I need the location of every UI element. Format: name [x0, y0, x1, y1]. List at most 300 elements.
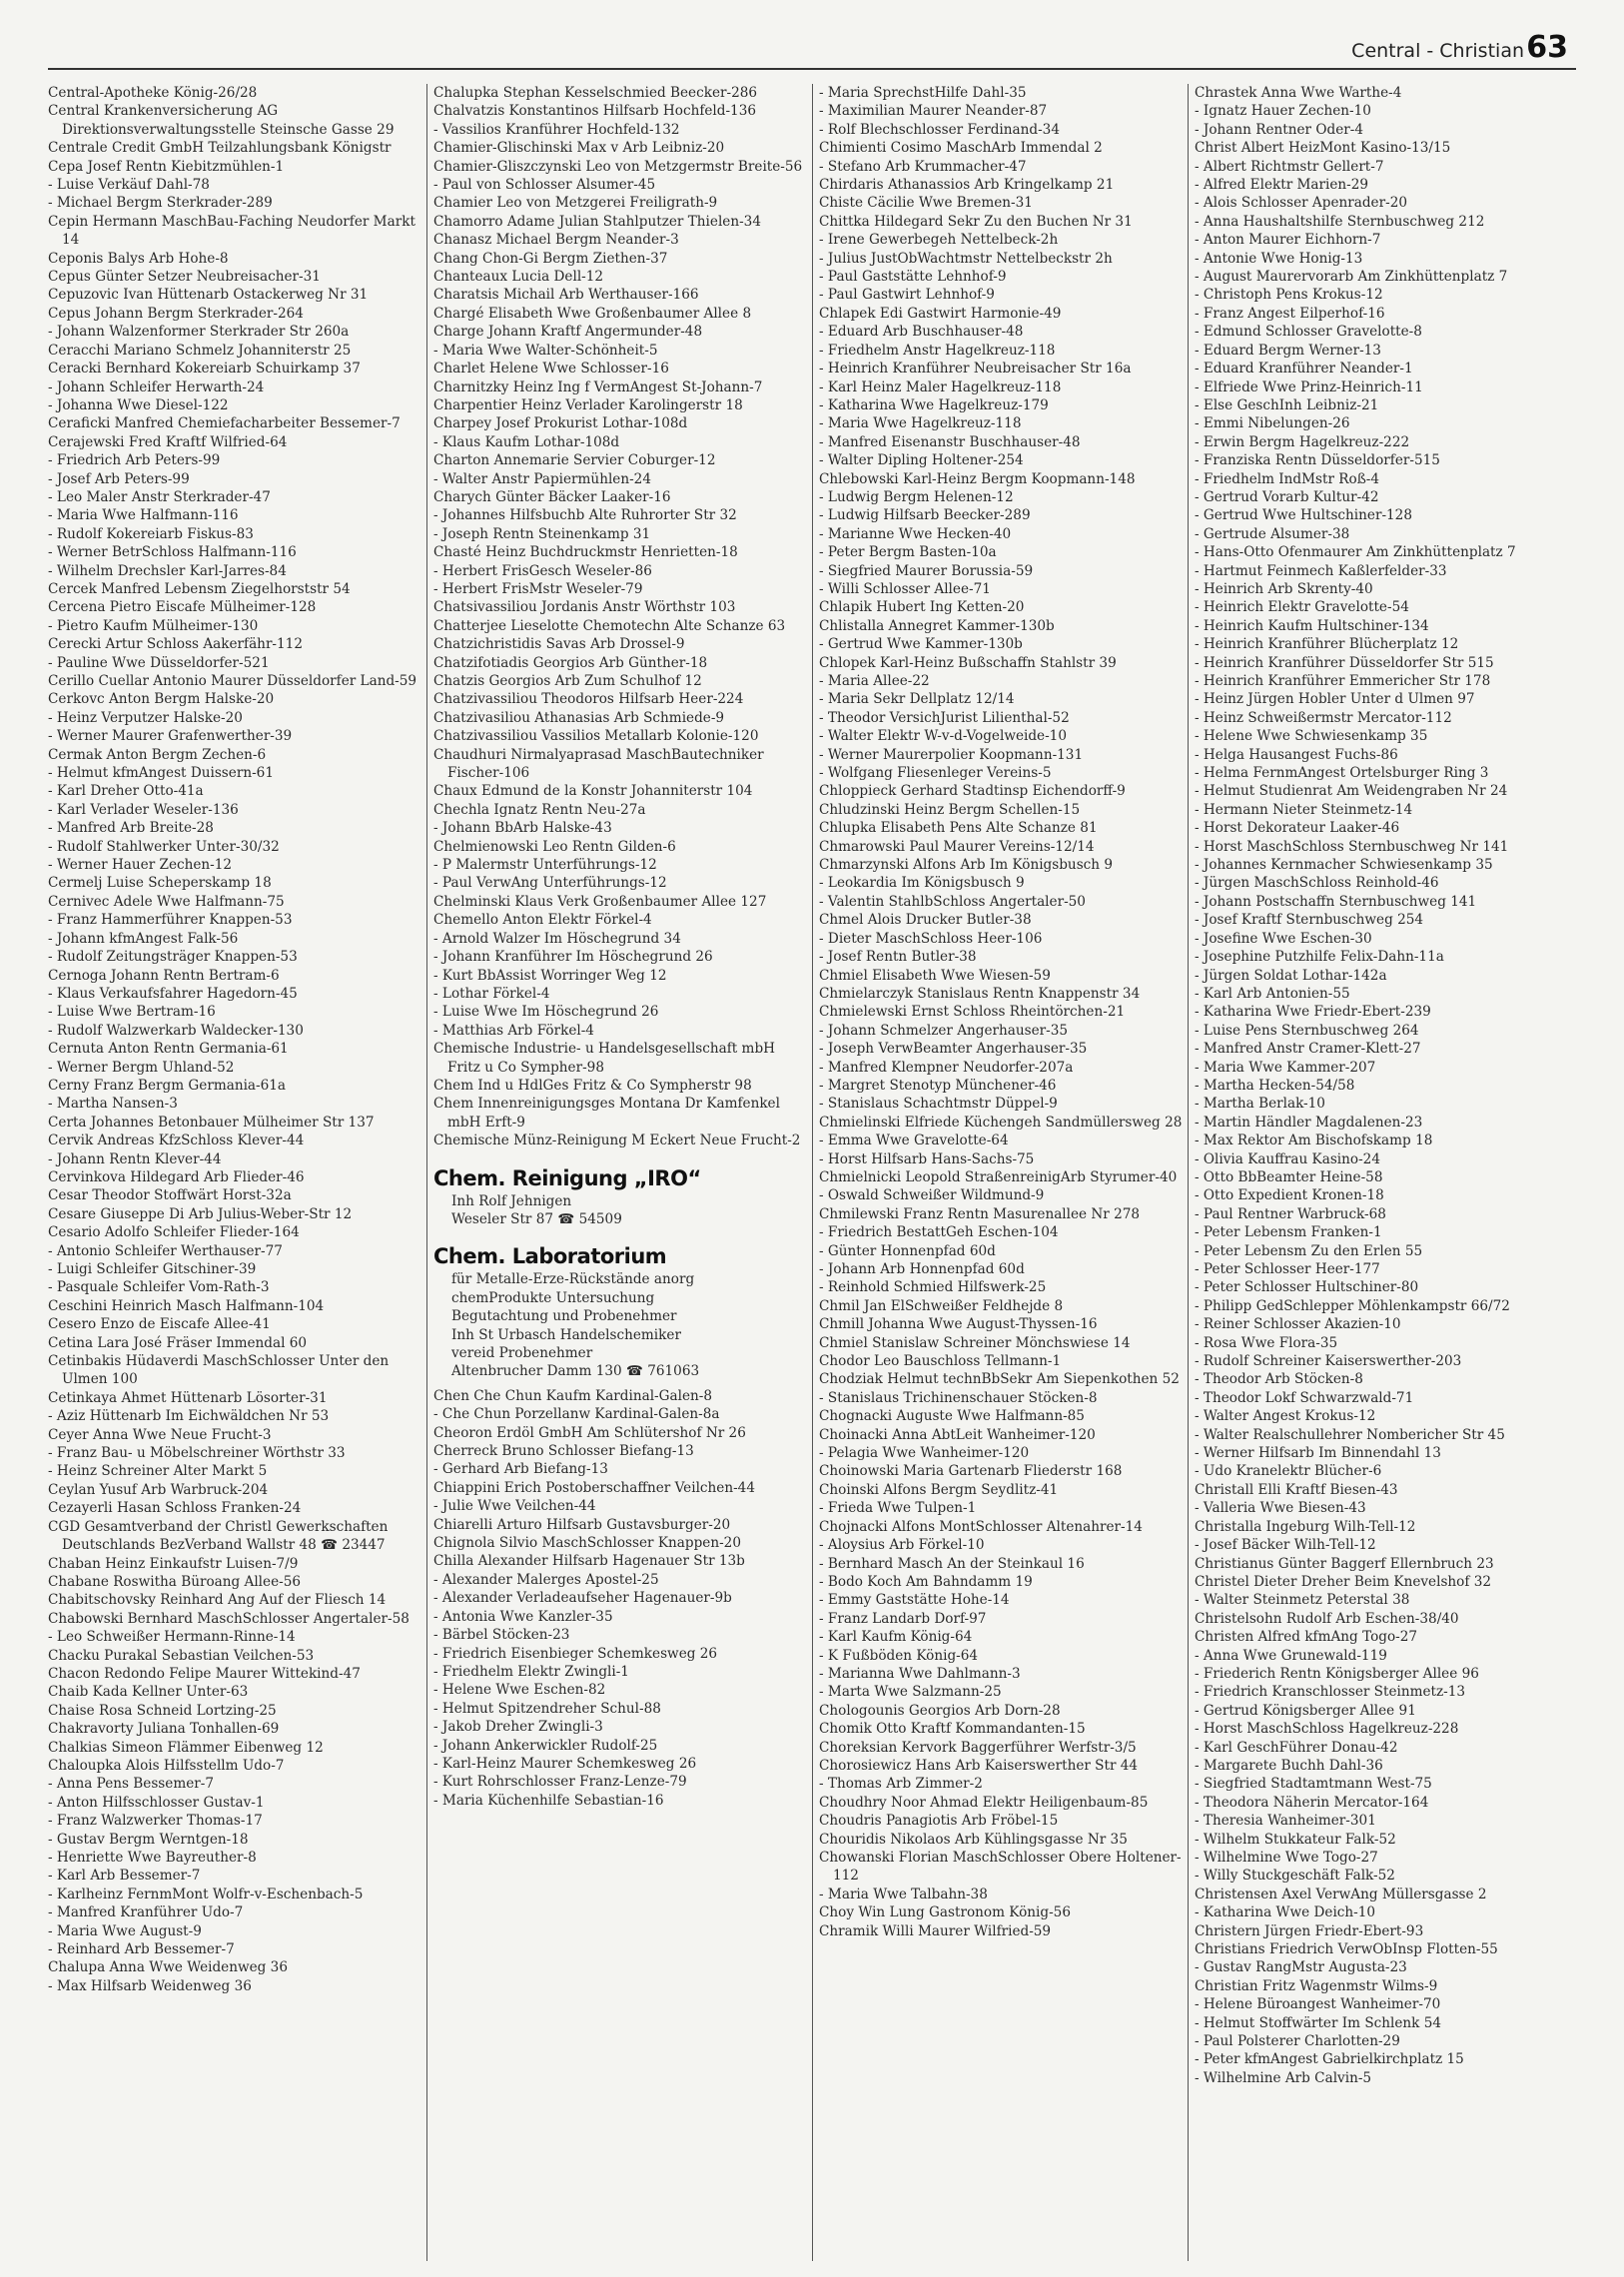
directory-entry: - Peter kfmAngest Gabrielkirchplatz 15: [1195, 2051, 1464, 2068]
directory-entry: - Josephine Putzhilfe Felix-Dahn-11a: [1195, 949, 1444, 966]
directory-entry: - Luigi Schleifer Gitschiner-39: [48, 1261, 257, 1277]
directory-entry: - Heinz Schweißermstr Mercator-112: [1195, 709, 1452, 726]
directory-entry: - Maria Wwe Walter-Schönheit-5: [433, 342, 658, 359]
directory-entry: - Johann Walzenformer Sterkrader Str 260a: [48, 324, 350, 341]
directory-entry: Chatzifotiadis Georgios Arb Günther-18: [433, 654, 708, 671]
directory-entry: CGD Gesamtverband der Christl Gewerkschaften Deutschlands BezVerband Wallstr 48 ☎ 23447: [48, 1518, 389, 1554]
directory-entry: - Theodor VersichJurist Lilienthal-52: [819, 709, 1070, 726]
directory-entry: Charpentier Heinz Verlader Karolingerstr 18: [433, 396, 743, 413]
directory-entry: Certa Johannes Betonbauer Mülheimer Str 137: [48, 1114, 375, 1131]
ad-line: Weseler Str 87 ☎ 54509: [451, 1210, 622, 1227]
directory-entry: - Rudolf Stahlwerker Unter-30/32: [48, 838, 280, 855]
directory-entry: Chacku Purakal Sebastian Veilchen-53: [48, 1647, 315, 1664]
directory-entry: - Johann kfmAngest Falk-56: [48, 930, 239, 947]
directory-entry: Chmel Alois Drucker Butler-38: [819, 912, 1032, 929]
directory-entry: - Reinhard Arb Bessemer-7: [48, 1941, 235, 1958]
directory-entry: - Udo Kranelektr Blücher-6: [1195, 1463, 1382, 1480]
directory-entry: - Horst Dekorateur Laaker-46: [1195, 820, 1400, 837]
directory-entry: Choinacki Anna AbtLeit Wanheimer-120: [819, 1426, 1096, 1443]
directory-entry: Cervik Andreas KfzSchloss Klever-44: [48, 1133, 305, 1149]
directory-entry: - Werner Bergm Uhland-52: [48, 1059, 235, 1076]
directory-entry: - Alfred Elektr Marien-29: [1195, 177, 1369, 194]
directory-entry: - Heinrich Kranführer Düsseldorfer Str 515: [1195, 654, 1494, 671]
directory-entry: Cernivec Adele Wwe Halfmann-75: [48, 893, 285, 910]
directory-entry: Christian Fritz Wagenmstr Wilms-9: [1195, 1977, 1438, 1994]
directory-entry: - Helene Wwe Schwiesenkamp 35: [1195, 728, 1428, 745]
directory-entry: Chmarowski Paul Maurer Vereins-12/14: [819, 838, 1095, 855]
directory-entry: - Karl-Heinz Maurer Schemkesweg 26: [433, 1755, 697, 1772]
directory-entry: - K Fußböden König-64: [819, 1647, 979, 1664]
directory-entry: Chramik Willi Maurer Wilfried-59: [819, 1922, 1052, 1939]
directory-entry: - Theodora Näherin Mercator-164: [1195, 1794, 1429, 1811]
directory-entry: - Martin Händler Magdalenen-23: [1195, 1114, 1423, 1131]
ad-line: Inh Rolf Jehnigen: [451, 1192, 572, 1209]
directory-entry: Chlebowski Karl-Heinz Bergm Koopmann-148: [819, 470, 1136, 487]
directory-entry: Ceyer Anna Wwe Neue Frucht-3: [48, 1426, 272, 1443]
directory-entry: - Aloysius Arb Förkel-10: [819, 1537, 985, 1554]
directory-entry: - Rudolf Schreiner Kaiserswerther-203: [1195, 1353, 1462, 1370]
directory-entry: - Margarete Buchh Dahl-36: [1195, 1757, 1383, 1774]
directory-entry: - Josefine Wwe Eschen-30: [1195, 930, 1372, 947]
directory-entry: - Willi Schlosser Allee-71: [819, 580, 991, 597]
directory-entry: Charlet Helene Wwe Schlosser-16: [433, 361, 669, 378]
directory-entry: - Valentin StahlbSchloss Angertaler-50: [819, 893, 1086, 910]
directory-entry: Chelminski Klaus Verk Großenbaumer Allee 127: [433, 893, 767, 910]
directory-entry: Cetinkaya Ahmet Hüttenarb Lösorter-31: [48, 1389, 328, 1406]
column-2: [433, 84, 805, 2261]
directory-entry: - Josef Arb Peters-99: [48, 470, 190, 487]
directory-entry: - Elfriede Wwe Prinz-Heinrich-11: [1195, 379, 1423, 395]
directory-entry: - Oswald Schweißer Wildmund-9: [819, 1187, 1045, 1204]
directory-entry: - Paul von Schlosser Alsumer-45: [433, 177, 656, 194]
directory-entry: - Walter Steinmetz Peterstal 38: [1195, 1592, 1410, 1609]
directory-entry: - Bärbel Stöcken-23: [433, 1627, 570, 1644]
column-divider: [426, 84, 427, 2261]
directory-entry: Charpey Josef Prokurist Lothar-108d: [433, 415, 688, 432]
directory-entry: - Helene Büroangest Wanheimer-70: [1195, 1996, 1441, 2013]
directory-entry: - Heinz Jürgen Hobler Unter d Ulmen 97: [1195, 691, 1475, 708]
directory-entry: - Horst MaschSchloss Sternbuschweg Nr 141: [1195, 838, 1509, 855]
directory-entry: - Franziska Rentn Düsseldorfer-515: [1195, 452, 1440, 469]
directory-columns: [48, 84, 1576, 2261]
directory-entry: Cesario Adolfo Schleifer Flieder-164: [48, 1224, 300, 1241]
directory-entry: - Helene Wwe Eschen-82: [433, 1682, 606, 1699]
directory-entry: Choinski Alfons Bergm Seydlitz-41: [819, 1481, 1059, 1498]
directory-entry: - Heinrich Kranführer Emmericher Str 178: [1195, 673, 1491, 689]
directory-entry: - Anna Wwe Grunewald-119: [1195, 1647, 1387, 1664]
directory-entry: Chamier-Gliszczynski Leo von Metzgermstr Breite-56: [433, 158, 803, 175]
directory-entry: Ceraficki Manfred Chemiefacharbeiter Bessemer-7: [48, 415, 401, 432]
directory-entry: Chatzichristidis Savas Arb Drossel-9: [433, 636, 685, 653]
directory-entry: - Che Chun Porzellanw Kardinal-Galen-8a: [433, 1406, 720, 1423]
directory-entry: - Emmi Nibelungen-26: [1195, 415, 1350, 432]
directory-entry: - Manfred Klempner Neudorfer-207a: [819, 1059, 1074, 1076]
directory-entry: Chodor Leo Bauschloss Tellmann-1: [819, 1353, 1062, 1370]
directory-entry: - Friedhelm IndMstr Roß-4: [1195, 470, 1380, 487]
directory-entry: Chmielewski Ernst Schloss Rheintörchen-21: [819, 1004, 1126, 1021]
directory-entry: Christen Alfred kfmAng Togo-27: [1195, 1629, 1418, 1646]
directory-entry: - Ignatz Hauer Zechen-10: [1195, 103, 1371, 120]
directory-entry: Charych Günter Bäcker Laaker-16: [433, 488, 671, 505]
directory-entry: - Gerhard Arb Biefang-13: [433, 1461, 608, 1478]
directory-entry: Chaloupka Alois Hilfsstellm Udo-7: [48, 1757, 285, 1774]
directory-entry: Chatzis Georgios Arb Zum Schulhof 12: [433, 673, 702, 689]
advertisement: [433, 1164, 805, 1229]
directory-entry: Chaise Rosa Schneid Lortzing-25: [48, 1702, 277, 1719]
directory-entry: - Ludwig Hilfsarb Beecker-289: [819, 507, 1031, 524]
directory-entry: Cezayerli Hasan Schloss Franken-24: [48, 1500, 302, 1517]
directory-entry: Cesare Giuseppe Di Arb Julius-Weber-Str 12: [48, 1205, 353, 1222]
ad-title: Chem. Reinigung „IRO“: [433, 1165, 701, 1190]
directory-entry: Chrastek Anna Wwe Warthe-4: [1195, 85, 1402, 101]
directory-entry: - Paul VerwAng Unterführungs-12: [433, 875, 667, 892]
directory-entry: Chasté Heinz Buchdruckmstr Henrietten-18: [433, 544, 738, 561]
directory-entry: - Friedrich Arb Peters-99: [48, 452, 221, 469]
directory-entry: - Maria Wwe Kammer-207: [1195, 1059, 1376, 1076]
directory-entry: - Johannes Hilfsbuchb Alte Ruhrorter Str 32: [433, 507, 737, 524]
directory-entry: - Heinrich Kranführer Neubreisacher Str 16a: [819, 361, 1132, 378]
directory-entry: - Franz Landarb Dorf-97: [819, 1610, 987, 1627]
directory-entry: Choudris Panagiotis Arb Fröbel-15: [819, 1813, 1059, 1830]
directory-entry: Chacon Redondo Felipe Maurer Wittekind-47: [48, 1665, 361, 1682]
directory-entry: - Eduard Kranführer Neander-1: [1195, 361, 1413, 378]
directory-entry: - Karl Heinz Maler Hagelkreuz-118: [819, 379, 1062, 395]
directory-entry: - Werner Hilfsarb Im Binnendahl 13: [1195, 1445, 1441, 1462]
column-divider: [812, 84, 813, 2261]
directory-entry: - Michael Bergm Sterkrader-289: [48, 195, 273, 212]
directory-entry: Chittka Hildegard Sekr Zu den Buchen Nr 31: [819, 213, 1133, 230]
directory-entry: Christel Dieter Dreher Beim Knevelshof 32: [1195, 1573, 1492, 1590]
directory-entry: Chargé Elisabeth Wwe Großenbaumer Allee 8: [433, 305, 752, 322]
directory-entry: Chabowski Bernhard MaschSchlosser Angertaler-58: [48, 1610, 409, 1627]
directory-entry: - Otto BbBeamter Heine-58: [1195, 1168, 1383, 1185]
directory-entry: Chlopek Karl-Heinz Bußschaffn Stahlstr 39: [819, 654, 1117, 671]
directory-entry: Christianus Günter Baggerf Ellernbruch 23: [1195, 1555, 1494, 1572]
directory-entry: - Karl Dreher Otto-41a: [48, 783, 204, 800]
directory-entry: Chaux Edmund de la Konstr Johanniterstr 104: [433, 783, 753, 800]
directory-entry: Charnitzky Heinz Ing f VermAngest St-Johann-7: [433, 379, 763, 395]
directory-entry: - Alois Schlosser Apenrader-20: [1195, 195, 1407, 212]
directory-entry: - Manfred Anstr Cramer-Klett-27: [1195, 1041, 1421, 1058]
directory-entry: Chmiel Elisabeth Wwe Wiesen-59: [819, 967, 1051, 984]
directory-entry: Chirdaris Athanassios Arb Kringelkamp 21: [819, 177, 1115, 194]
directory-entry: - Werner Hauer Zechen-12: [48, 857, 233, 874]
directory-entry: Chechla Ignatz Rentn Neu-27a: [433, 801, 646, 818]
directory-entry: - Johannes Kernmacher Schwiesenkamp 35: [1195, 857, 1493, 874]
directory-entry: - Stanislaus Trichinenschauer Stöcken-8: [819, 1389, 1098, 1406]
directory-entry: Chem Innenreinigungsges Montana Dr Kamfenkel mbH Erft-9: [433, 1096, 780, 1131]
directory-entry: - Max Hilfsarb Weidenweg 36: [48, 1977, 252, 1994]
ad-line: Altenbrucher Damm 130 ☎ 761063: [451, 1363, 700, 1380]
directory-entry: - Walter Anstr Papiermühlen-24: [433, 470, 651, 487]
directory-entry: - Stanislaus Schachtmstr Düppel-9: [819, 1096, 1058, 1113]
directory-entry: - Alexander Verladeaufseher Hagenauer-9b: [433, 1590, 732, 1607]
directory-entry: Chamier-Glischinski Max v Arb Leibniz-20: [433, 140, 725, 157]
directory-entry: - Gertrud Vorarb Kultur-42: [1195, 488, 1379, 505]
directory-entry: - Heinrich Kranführer Blücherplatz 12: [1195, 636, 1459, 653]
directory-entry: - Helmut Studienrat Am Weidengraben Nr 24: [1195, 783, 1508, 800]
directory-entry: Cepus Günter Setzer Neubreisacher-31: [48, 269, 321, 286]
directory-entry: Christelsohn Rudolf Arb Eschen-38/40: [1195, 1610, 1459, 1627]
column-divider: [1188, 84, 1189, 2261]
directory-entry: - Theodor Lokf Schwarzwald-71: [1195, 1389, 1414, 1406]
directory-entry: - Karl Arb Antonien-55: [1195, 985, 1350, 1002]
directory-entry: Chmielarczyk Stanislaus Rentn Knappenstr 34: [819, 985, 1141, 1002]
directory-entry: - Theresia Wanheimer-301: [1195, 1813, 1376, 1830]
directory-entry: - Otto Expedient Kronen-18: [1195, 1187, 1384, 1204]
directory-entry: - Antonia Wwe Kanzler-35: [433, 1608, 613, 1625]
directory-entry: Cesero Enzo de Eiscafe Allee-41: [48, 1316, 271, 1333]
directory-entry: Chologounis Georgios Arb Dorn-28: [819, 1702, 1061, 1719]
directory-entry: - Bernhard Masch An der Steinkaul 16: [819, 1555, 1085, 1572]
directory-entry: Chmilewski Franz Rentn Masurenallee Nr 278: [819, 1205, 1141, 1222]
directory-entry: Cercena Pietro Eiscafe Mülheimer-128: [48, 599, 317, 616]
directory-entry: Chalvatzis Konstantinos Hilfsarb Hochfeld-136: [433, 103, 756, 120]
directory-entry: Chatzivassiliou Vassilios Metallarb Kolonie-120: [433, 728, 759, 745]
directory-entry: Chalkias Simeon Flämmer Eibenweg 12: [48, 1739, 324, 1756]
directory-entry: Chmiel Stanislaw Schreiner Mönchswiese 14: [819, 1334, 1131, 1351]
directory-entry: Ceracki Bernhard Kokereiarb Schuirkamp 37: [48, 361, 361, 378]
directory-entry: - Rudolf Zeitungsträger Knappen-53: [48, 949, 298, 966]
column-1: [48, 84, 419, 2261]
directory-entry: Cepuzovic Ivan Hüttenarb Ostackerweg Nr 31: [48, 287, 369, 304]
directory-entry: - Hartmut Feinmech Kaßlerfelder-33: [1195, 562, 1447, 579]
directory-entry: - Aziz Hüttenarb Im Eichwäldchen Nr 53: [48, 1408, 330, 1425]
directory-entry: - Karlheinz FernmMont Wolfr-v-Eschenbach-5: [48, 1886, 364, 1902]
directory-entry: Christ Albert HeizMont Kasino-13/15: [1195, 140, 1451, 157]
directory-entry: - Wilhelmine Wwe Togo-27: [1195, 1850, 1378, 1866]
directory-entry: Chmill Johanna Wwe August-Thyssen-16: [819, 1316, 1098, 1333]
directory-entry: - Luise Wwe Bertram-16: [48, 1004, 216, 1021]
directory-entry: Chalupa Anna Wwe Weidenweg 36: [48, 1959, 288, 1976]
directory-entry: Chelmienowski Leo Rentn Gilden-6: [433, 838, 676, 855]
directory-entry: - Luise Verkäuf Dahl-78: [48, 177, 210, 194]
directory-entry: - Peter Schlosser Heer-177: [1195, 1261, 1380, 1277]
directory-entry: - Reinhold Schmied Hilfswerk-25: [819, 1279, 1047, 1296]
directory-entry: Chmil Jan ElSchweißer Feldhejde 8: [819, 1297, 1064, 1314]
ad-line: chemProdukte Untersuchung: [451, 1289, 655, 1306]
directory-entry: Chang Chon-Gi Bergm Ziethen-37: [433, 250, 668, 267]
directory-entry: - Johanna Wwe Diesel-122: [48, 396, 229, 413]
directory-entry: Cernuta Anton Rentn Germania-61: [48, 1041, 289, 1058]
directory-entry: Chem Ind u HdlGes Fritz & Co Sympherstr 98: [433, 1077, 752, 1094]
directory-entry: - Heinrich Elektr Gravelotte-54: [1195, 599, 1409, 616]
directory-entry: - Johann Kranführer Im Höschegrund 26: [433, 949, 713, 966]
advertisement: [433, 1242, 805, 1380]
directory-entry: Ceylan Yusuf Arb Warbruck-204: [48, 1481, 269, 1498]
directory-entry: - Helma FernmAngest Ortelsburger Ring 3: [1195, 765, 1489, 782]
directory-entry: Cerny Franz Bergm Germania-61a: [48, 1077, 287, 1094]
directory-entry: - Frieda Wwe Tulpen-1: [819, 1500, 977, 1517]
directory-entry: Chojnacki Alfons MontSchlosser Altenahrer-14: [819, 1518, 1143, 1535]
directory-entry: - Heinrich Arb Skrenty-40: [1195, 580, 1373, 597]
directory-entry: Chemische Industrie- u Handelsgesellschaft mbH Fritz u Co Sympher-98: [433, 1041, 776, 1076]
directory-entry: - Margret Stenotyp Münchener-46: [819, 1077, 1057, 1094]
directory-entry: - Wilhelmine Arb Calvin-5: [1195, 2069, 1372, 2086]
directory-entry: - Herbert FrisMstr Weseler-79: [433, 580, 643, 597]
directory-entry: - Antonie Wwe Honig-13: [1195, 250, 1363, 267]
directory-entry: - Henriette Wwe Bayreuther-8: [48, 1850, 257, 1866]
directory-entry: - Irene Gewerbegeh Nettelbeck-2h: [819, 232, 1059, 249]
directory-entry: - Hermann Nieter Steinmetz-14: [1195, 801, 1413, 818]
directory-entry: Chaib Kada Kellner Unter-63: [48, 1684, 249, 1701]
directory-entry: - Manfred Kranführer Udo-7: [48, 1904, 244, 1921]
directory-entry: Chaban Heinz Einkaufstr Luisen-7/9: [48, 1555, 299, 1572]
ad-line: für Metalle-Erze-Rückstände anorg: [451, 1271, 695, 1288]
directory-entry: - Luise Pens Sternbuschweg 264: [1195, 1022, 1419, 1039]
directory-entry: - Anna Pens Bessemer-7: [48, 1776, 215, 1793]
directory-entry: - Maria Sekr Dellplatz 12/14: [819, 691, 1015, 708]
directory-entry: - Maximilian Maurer Neander-87: [819, 103, 1048, 120]
page-header: [0, 30, 1624, 70]
directory-entry: - Theodor Arb Stöcken-8: [1195, 1371, 1363, 1388]
directory-entry: - Leokardia Im Königsbusch 9: [819, 875, 1025, 892]
directory-entry: - Klaus Kaufm Lothar-108d: [433, 433, 620, 450]
directory-entry: Ceracchi Mariano Schmelz Johanniterstr 25: [48, 342, 352, 359]
directory-entry: Christern Jürgen Friedr-Ebert-93: [1195, 1922, 1424, 1939]
directory-entry: - Kurt Rohrschlosser Franz-Lenze-79: [433, 1774, 687, 1791]
directory-entry: Cetina Lara José Fräser Immendal 60: [48, 1334, 308, 1351]
directory-entry: - Siegfried Stadtamtmann West-75: [1195, 1776, 1432, 1793]
directory-entry: - Werner Maurerpolier Koopmann-131: [819, 746, 1084, 763]
directory-entry: Chognacki Auguste Wwe Halfmann-85: [819, 1408, 1085, 1425]
directory-entry: - Klaus Verkaufsfahrer Hagedorn-45: [48, 985, 298, 1002]
directory-entry: - Kurt BbAssist Worringer Weg 12: [433, 967, 667, 984]
directory-entry: Cepa Josef Rentn Kiebitzmühlen-1: [48, 158, 285, 175]
directory-entry: - Werner Maurer Grafenwerther-39: [48, 728, 293, 745]
directory-entry: - Pelagia Wwe Wanheimer-120: [819, 1445, 1030, 1462]
directory-entry: - Philipp GedSchlepper Möhlenkampstr 66/72: [1195, 1297, 1510, 1314]
directory-entry: - Wilhelm Stukkateur Falk-52: [1195, 1831, 1396, 1848]
directory-entry: - Maria Allee-22: [819, 673, 930, 689]
directory-entry: - Alexander Malerges Apostel-25: [433, 1571, 659, 1588]
directory-entry: Ceponis Balys Arb Hohe-8: [48, 250, 229, 267]
directory-entry: - Johann Schmelzer Angerhauser-35: [819, 1022, 1069, 1039]
directory-entry: - Johann Rentn Klever-44: [48, 1150, 222, 1167]
directory-entry: - Marta Wwe Salzmann-25: [819, 1684, 1002, 1701]
directory-entry: Christians Friedrich VerwObInsp Flotten-55: [1195, 1941, 1498, 1958]
directory-entry: - Horst Hilfsarb Hans-Sachs-75: [819, 1150, 1035, 1167]
directory-entry: - Friedrich BestattGeh Eschen-104: [819, 1224, 1059, 1241]
ad-line: Inh St Urbasch Handelschemiker: [451, 1326, 681, 1343]
directory-entry: - Johann Arb Honnenpfad 60d: [819, 1261, 1025, 1277]
directory-entry: - Johann Ankerwickler Rudolf-25: [433, 1737, 658, 1754]
directory-entry: - Peter Lebensm Franken-1: [1195, 1224, 1382, 1241]
directory-entry: - Julius JustObWachtmstr Nettelbeckstr 2h: [819, 250, 1113, 267]
directory-entry: - Gertrud Königsberger Allee 91: [1195, 1702, 1416, 1719]
directory-entry: - Anna Haushaltshilfe Sternbuschweg 212: [1195, 213, 1485, 230]
directory-entry: - Franz Hammerführer Knappen-53: [48, 912, 293, 929]
directory-entry: - Johann Postschaffn Sternbuschweg 141: [1195, 893, 1477, 910]
directory-entry: - Martha Nansen-3: [48, 1096, 178, 1113]
directory-entry: Centrale Credit GmbH Teilzahlungsbank Königstr: [48, 140, 392, 157]
directory-entry: - Hans-Otto Ofenmaurer Am Zinkhüttenplatz 7: [1195, 544, 1516, 561]
directory-entry: Chakravorty Juliana Tonhallen-69: [48, 1721, 280, 1738]
directory-entry: Chlapek Edi Gastwirt Harmonie-49: [819, 305, 1062, 322]
directory-entry: - Eduard Arb Buschhauser-48: [819, 324, 1024, 341]
directory-entry: - Karl Arb Bessemer-7: [48, 1868, 201, 1885]
directory-entry: Cerkovc Anton Bergm Halske-20: [48, 691, 275, 708]
directory-entry: - Pauline Wwe Düsseldorfer-521: [48, 654, 270, 671]
directory-entry: - Albert Richtmstr Gellert-7: [1195, 158, 1384, 175]
directory-entry: Charatsis Michail Arb Werthauser-166: [433, 287, 699, 304]
directory-entry: - Arnold Walzer Im Höschegrund 34: [433, 930, 681, 947]
directory-entry: - Katharina Wwe Hagelkreuz-179: [819, 396, 1049, 413]
directory-entry: - Maria SprechstHilfe Dahl-35: [819, 85, 1027, 101]
directory-entry: - Peter Bergm Basten-10a: [819, 544, 997, 561]
directory-entry: - Josef Rentn Butler-38: [819, 949, 977, 966]
directory-entry: - Dieter MaschSchloss Heer-106: [819, 930, 1043, 947]
directory-entry: - Maria Küchenhilfe Sebastian-16: [433, 1792, 664, 1809]
directory-entry: Cheoron Erdöl GmbH Am Schlütershof Nr 26: [433, 1424, 746, 1441]
directory-entry: - Peter Schlosser Hultschiner-80: [1195, 1279, 1419, 1296]
directory-entry: - August Maurervorarb Am Zinkhüttenplatz 7: [1195, 269, 1508, 286]
directory-entry: - Rudolf Kokereiarb Fiskus-83: [48, 525, 254, 542]
directory-entry: - Walter Angest Krokus-12: [1195, 1408, 1376, 1425]
directory-entry: Cermelj Luise Scheperskamp 18: [48, 875, 272, 892]
directory-entry: - Paul Gaststätte Lehnhof-9: [819, 269, 1007, 286]
directory-entry: Cetinbakis Hüdaverdi MaschSchlosser Unter den Ulmen 100: [48, 1353, 390, 1388]
directory-entry: - Franz Bau- u Möbelschreiner Wörthstr 33: [48, 1445, 346, 1462]
directory-entry: - Reiner Schlosser Akazien-10: [1195, 1316, 1401, 1333]
directory-entry: - Gertrud Wwe Hultschiner-128: [1195, 507, 1412, 524]
directory-entry: Chamier Leo von Metzgerei Freiligrath-9: [433, 195, 718, 212]
directory-entry: - Anton Hilfsschlosser Gustav-1: [48, 1794, 265, 1811]
directory-entry: Chludzinski Heinz Bergm Schellen-15: [819, 801, 1081, 818]
directory-entry: Cerecki Artur Schloss Aakerfähr-112: [48, 636, 303, 653]
directory-entry: - Jürgen MaschSchloss Reinhold-46: [1195, 875, 1439, 892]
directory-entry: Christalla Ingeburg Wilh-Tell-12: [1195, 1518, 1416, 1535]
directory-entry: Chloppieck Gerhard Stadtinsp Eichendorff-9: [819, 783, 1126, 800]
directory-entry: Chlistalla Annegret Kammer-130b: [819, 617, 1055, 634]
directory-entry: - Emma Wwe Gravelotte-64: [819, 1133, 1009, 1149]
directory-entry: Charge Johann Kraftf Angermunder-48: [433, 324, 703, 341]
directory-entry: Chemische Münz-Reinigung M Eckert Neue Frucht-2: [433, 1133, 801, 1149]
directory-entry: - Lothar Förkel-4: [433, 985, 550, 1002]
directory-entry: Christensen Axel VerwAng Müllersgasse 2: [1195, 1886, 1487, 1902]
directory-entry: Charton Annemarie Servier Coburger-12: [433, 452, 716, 469]
directory-entry: Chatterjee Lieselotte Chemotechn Alte Schanze 63: [433, 617, 786, 634]
directory-entry: - Karl GeschFührer Donau-42: [1195, 1739, 1398, 1756]
directory-entry: - Eduard Bergm Werner-13: [1195, 342, 1381, 359]
directory-entry: - Bodo Koch Am Bahndamm 19: [819, 1573, 1033, 1590]
directory-entry: Chilla Alexander Hilfsarb Hagenauer Str 13b: [433, 1553, 745, 1570]
directory-entry: - Walter Realschullehrer Nombericher Str 45: [1195, 1426, 1505, 1443]
directory-entry: Chomik Otto Kraftf Kommandanten-15: [819, 1721, 1086, 1738]
directory-entry: Chiappini Erich Postoberschaffner Veilchen-44: [433, 1479, 755, 1496]
directory-entry: Ceschini Heinrich Masch Halfmann-104: [48, 1297, 325, 1314]
directory-entry: - P Malermstr Unterführungs-12: [433, 857, 657, 874]
directory-entry: - Heinz Schreiner Alter Markt 5: [48, 1463, 268, 1480]
directory-entry: Choinowski Maria Gartenarb Fliederstr 168: [819, 1463, 1123, 1480]
directory-entry: Cernoga Johann Rentn Bertram-6: [48, 967, 280, 984]
directory-entry: - Friedrich Eisenbieger Schemkesweg 26: [433, 1645, 718, 1662]
directory-entry: - Friedhelm Anstr Hagelkreuz-118: [819, 342, 1056, 359]
directory-entry: Chignola Silvio MaschSchlosser Knappen-20: [433, 1535, 741, 1552]
directory-entry: - Gertrud Wwe Kammer-130b: [819, 636, 1023, 653]
directory-entry: - Helmut Spitzendreher Schul-88: [433, 1700, 661, 1717]
ad-line: Begutachtung und Probenehmer: [451, 1308, 677, 1325]
directory-entry: - Maria Wwe Talbahn-38: [819, 1886, 988, 1902]
directory-entry: - Walter Dipling Holtener-254: [819, 452, 1024, 469]
directory-entry: - Johann BbArb Halske-43: [433, 820, 612, 837]
directory-entry: Chmielnicki Leopold StraßenreinigArb Styrumer-40: [819, 1168, 1178, 1185]
directory-entry: - Edmund Schlosser Gravelotte-8: [1195, 324, 1422, 341]
directory-entry: Chouridis Nikolaos Arb Kühlingsgasse Nr 35: [819, 1831, 1128, 1848]
directory-entry: - Peter Lebensm Zu den Erlen 55: [1195, 1242, 1423, 1259]
directory-entry: Chamorro Adame Julian Stahlputzer Thielen-34: [433, 213, 761, 230]
directory-entry: - Heinrich Kaufm Hultschiner-134: [1195, 617, 1429, 634]
